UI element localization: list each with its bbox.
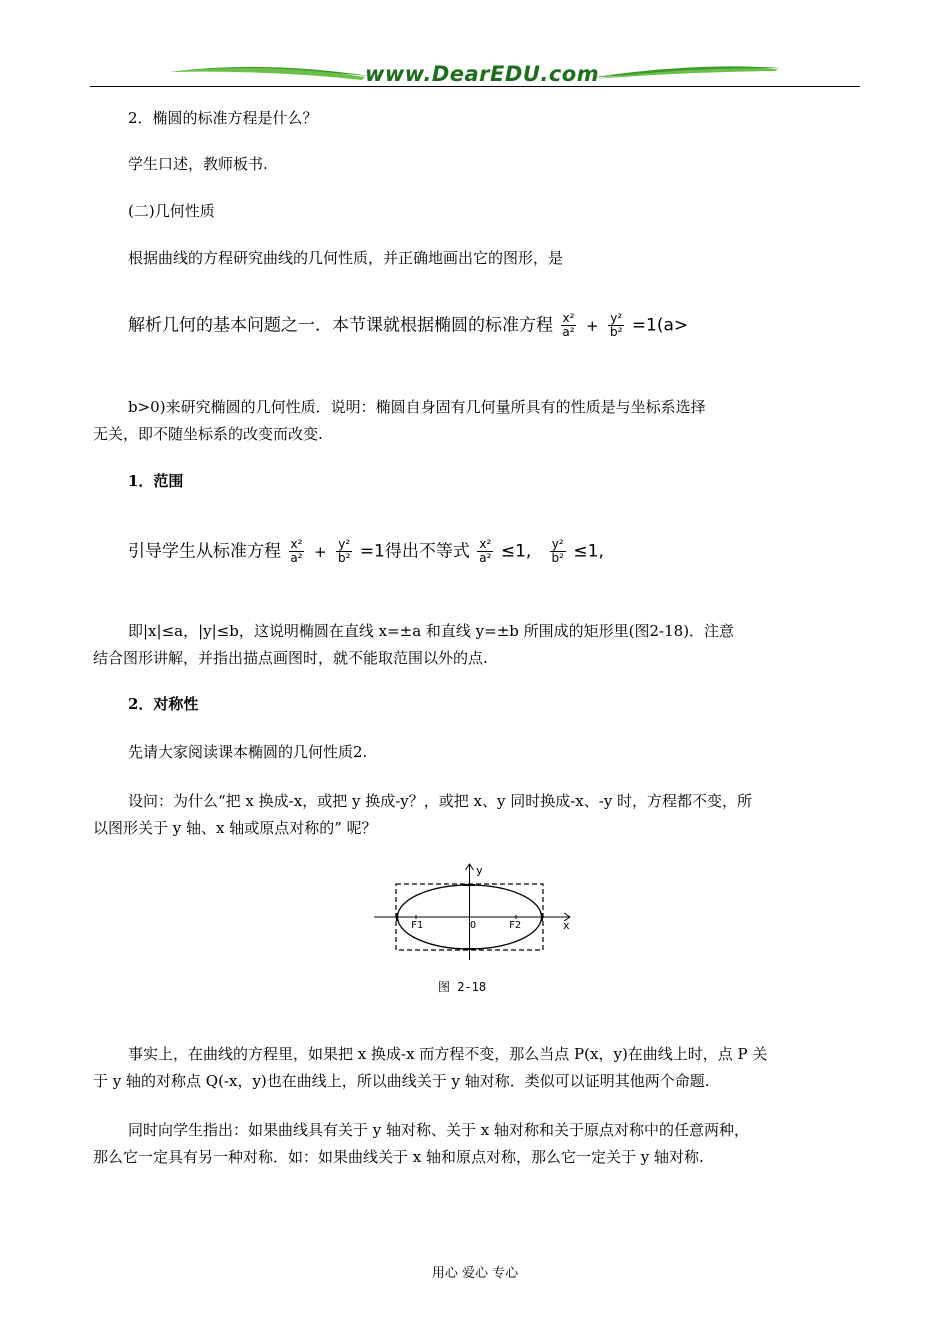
fraction-num: x² xyxy=(479,537,492,551)
paragraph-note-line1: 同时向学生指出：如果曲线具有关于 y 轴对称、关于 x 轴对称和关于原点对称中的任意两种， xyxy=(128,1121,750,1139)
paragraph-read-textbook: 先请大家阅读课本椭圆的几何性质2. xyxy=(128,743,368,761)
plus-sign: + xyxy=(313,542,327,561)
figure-caption: 图 2-18 xyxy=(438,980,487,994)
fraction-x2-a2 xyxy=(288,538,304,565)
inequality-mid-text: =1得出不等式 xyxy=(359,541,470,562)
paragraph-range-line1: 即|x|≤a，|y|≤b，这说明椭圆在直线 x=±a 和直线 y=±b 所围成的矩形里(图2-18)．注意 xyxy=(128,622,735,640)
fraction-num: x² xyxy=(562,311,575,325)
plus-sign: + xyxy=(585,316,599,335)
label-f2: F2 xyxy=(509,920,522,931)
equation-tail: =1(a> xyxy=(631,315,689,336)
header-rule xyxy=(90,86,860,87)
paragraph-student: 学生口述，教师板书. xyxy=(128,155,268,173)
label-f1: F1 xyxy=(411,920,424,931)
paragraph-explain-line1: b>0)来研究椭圆的几何性质．说明：椭圆自身固有几何量所具有的性质是与坐标系选择 xyxy=(128,398,706,416)
fraction-num: y² xyxy=(610,311,623,325)
fraction-y2-b2 xyxy=(608,312,624,339)
ellipse-figure xyxy=(370,860,580,965)
equation-lead-text: 解析几何的基本问题之一．本节课就根据椭圆的标准方程 xyxy=(128,315,553,336)
paragraph-proof-line2: 于 y 轴的对称点 Q(-x，y)也在曲线上，所以曲线关于 y 轴对称．类似可以证明其他两个命题. xyxy=(93,1072,710,1090)
paragraph-range-line2: 结合图形讲解，并指出描点画图时，就不能取范围以外的点. xyxy=(93,649,488,667)
fraction-den: a² xyxy=(290,551,303,565)
section-heading-geometry: (二)几何性质 xyxy=(128,202,215,220)
inequality-lead-text: 引导学生从标准方程 xyxy=(128,541,281,562)
label-x: x xyxy=(563,919,570,932)
fraction-den: a² xyxy=(479,551,492,565)
paragraph-note-line2: 那么它一定具有另一种对称．如：如果曲线关于 x 轴和原点对称，那么它一定关于 y 轴对称. xyxy=(93,1148,704,1166)
paragraph-intro: 根据曲线的方程研究曲线的几何性质，并正确地画出它的图形，是 xyxy=(128,249,564,267)
leq-one-second: ≤1, xyxy=(573,541,604,562)
label-y: y xyxy=(476,864,483,877)
fraction-x2-a2 xyxy=(560,312,576,339)
paragraph-equation-line xyxy=(128,312,688,339)
heading-symmetry: 2．对称性 xyxy=(128,695,199,713)
fraction-den: b² xyxy=(551,551,564,565)
paragraph-question-line2: 以图形关于 y 轴、x 轴或原点对称的” 呢？ xyxy=(93,819,377,837)
paragraph-proof-line1: 事实上，在曲线的方程里，如果把 x 换成-x 而方程不变，那么当点 P(x，y)在曲线上时，点 P 关 xyxy=(128,1045,768,1063)
page-footer: 用心 爱心 专心 xyxy=(431,1266,519,1281)
fraction-den: b² xyxy=(609,325,623,339)
fraction-num: y² xyxy=(551,537,564,551)
fraction-x2-a2 xyxy=(477,538,493,565)
fraction-num: y² xyxy=(338,537,351,551)
question-2: 2．椭圆的标准方程是什么？ xyxy=(128,109,318,127)
paragraph-explain-line2: 无关，即不随坐标系的改变而改变. xyxy=(93,425,323,443)
fraction-y2-b2 xyxy=(550,538,566,565)
label-origin: O xyxy=(470,920,477,931)
fraction-den: b² xyxy=(337,551,351,565)
site-logo-text: www.DearEDU.com xyxy=(365,62,600,86)
fraction-num: x² xyxy=(290,537,303,551)
fraction-den: a² xyxy=(562,325,575,339)
paragraph-inequality-line xyxy=(128,538,604,565)
paragraph-question-line1: 设问：为什么“把 x 换成-x，或把 y 换成-y？，或把 x、y 同时换成-x、-y 时，方程都不变，所 xyxy=(128,792,753,810)
heading-range: 1．范围 xyxy=(128,472,184,490)
leq-one-first: ≤1, xyxy=(500,541,532,562)
fraction-y2-b2 xyxy=(336,538,352,565)
